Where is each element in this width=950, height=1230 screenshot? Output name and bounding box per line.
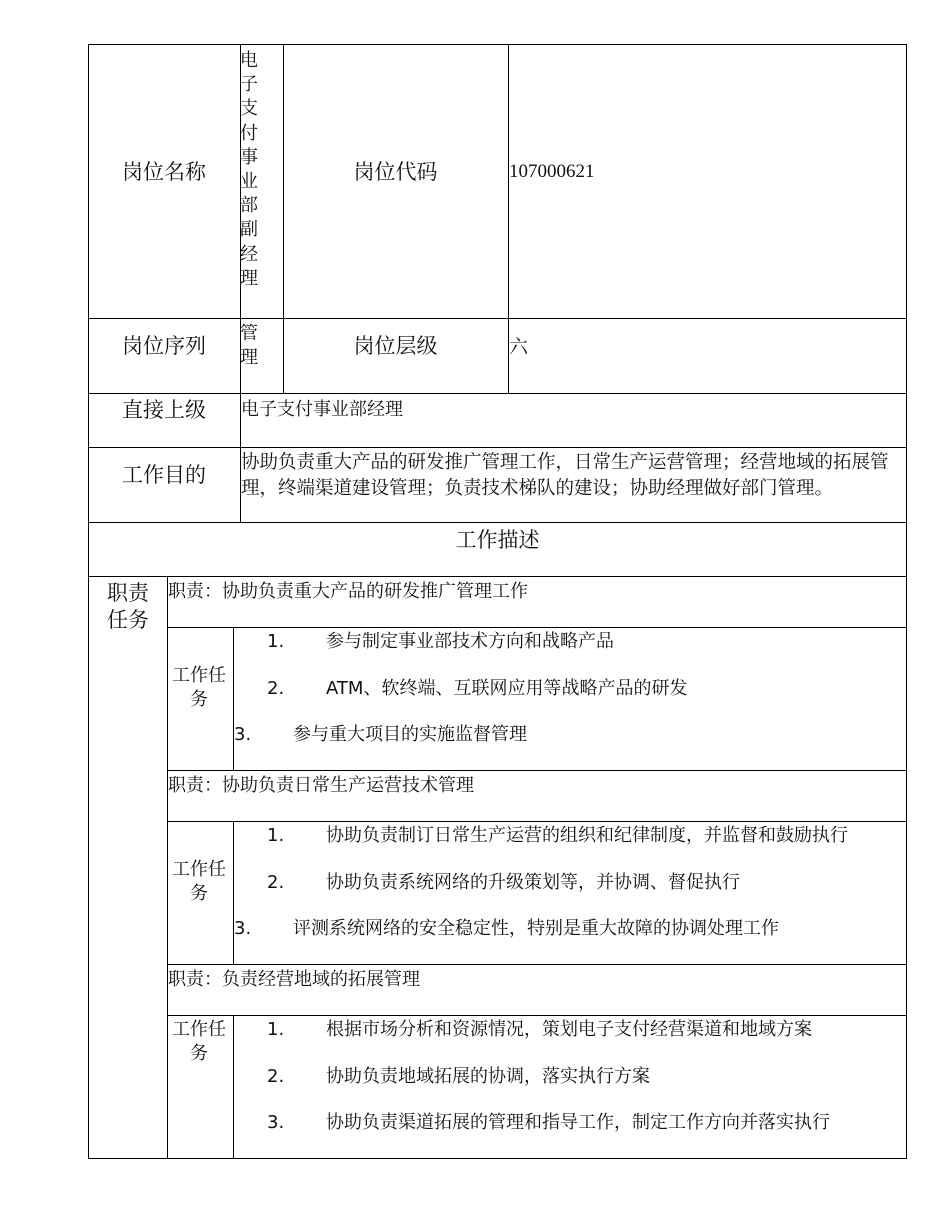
post-code-value: 107000621 <box>509 161 595 182</box>
table-border-bottom <box>88 1158 907 1159</box>
row-divider <box>167 627 907 628</box>
task-label: 工作任务 <box>172 859 226 904</box>
col-divider <box>233 1015 234 1159</box>
duties-label: 职责任务 <box>107 581 149 632</box>
task-number: 1. <box>267 1019 285 1040</box>
row-divider <box>167 1015 907 1016</box>
row-divider <box>167 770 907 771</box>
row-divider <box>167 964 907 965</box>
table-border-right <box>906 44 907 1159</box>
task-number: 3. <box>234 724 252 745</box>
task-number: 3. <box>234 918 252 939</box>
task-item: ATM、软终端、互联网应用等战略产品的研发 <box>326 678 688 699</box>
post-series-value: 管理 <box>240 323 258 369</box>
task-item: 协助负责制订日常生产运营的组织和纪律制度，并监督和鼓励执行 <box>326 825 848 846</box>
task-number: 1. <box>267 825 285 846</box>
row-divider <box>88 393 907 394</box>
task-number: 1. <box>267 631 285 652</box>
row-divider <box>88 576 907 577</box>
task-number: 2. <box>267 678 285 699</box>
task-label: 工作任务 <box>172 1019 226 1064</box>
task-item: 参与制定事业部技术方向和战略产品 <box>326 631 614 652</box>
task-item: 根据市场分析和资源情况，策划电子支付经营渠道和地域方案 <box>326 1019 812 1040</box>
duty-title: 职责：负责经营地域的拓展管理 <box>168 969 420 990</box>
row-divider <box>88 318 907 319</box>
row-divider <box>88 522 907 523</box>
task-item: 协助负责渠道拓展的管理和指导工作，制定工作方向并落实执行 <box>326 1112 830 1133</box>
post-code-label: 岗位代码 <box>353 160 438 184</box>
task-item: 评测系统网络的安全稳定性，特别是重大故障的协调处理工作 <box>293 918 779 939</box>
duty-title: 职责：协助负责重大产品的研发推广管理工作 <box>168 581 528 602</box>
table-border-top <box>88 44 907 45</box>
table-border-left <box>88 44 89 1159</box>
task-item: 协助负责地域拓展的协调，落实执行方案 <box>326 1066 650 1087</box>
post-name-value: 电子支付事业部副经理 <box>240 50 258 289</box>
duty-title: 职责：协助负责日常生产运营技术管理 <box>168 775 474 796</box>
post-level-value: 六 <box>509 336 529 358</box>
post-level-label: 岗位层级 <box>353 334 438 358</box>
task-number: 2. <box>267 1066 285 1087</box>
row-divider <box>167 821 907 822</box>
task-label: 工作任务 <box>172 665 226 710</box>
purpose-value: 协助负责重大产品的研发推广管理工作，日常生产运营管理；经营地域的拓展管理，终端渠道建设管理；负责技术梯队的建设；协助经理做好部门管理。 <box>241 452 889 499</box>
post-name-label: 岗位名称 <box>122 160 206 184</box>
col-divider <box>233 627 234 771</box>
description-title: 工作描述 <box>455 528 540 552</box>
superior-label: 直接上级 <box>122 398 206 422</box>
task-number: 3. <box>267 1112 285 1133</box>
superior-value: 电子支付事业部经理 <box>241 399 403 420</box>
purpose-label: 工作目的 <box>122 463 206 487</box>
col-divider <box>233 821 234 965</box>
post-series-label: 岗位序列 <box>122 334 206 358</box>
row-divider <box>88 447 907 448</box>
task-item: 参与重大项目的实施监督管理 <box>293 724 527 745</box>
task-number: 2. <box>267 872 285 893</box>
task-item: 协助负责系统网络的升级策划等，并协调、督促执行 <box>326 872 740 893</box>
